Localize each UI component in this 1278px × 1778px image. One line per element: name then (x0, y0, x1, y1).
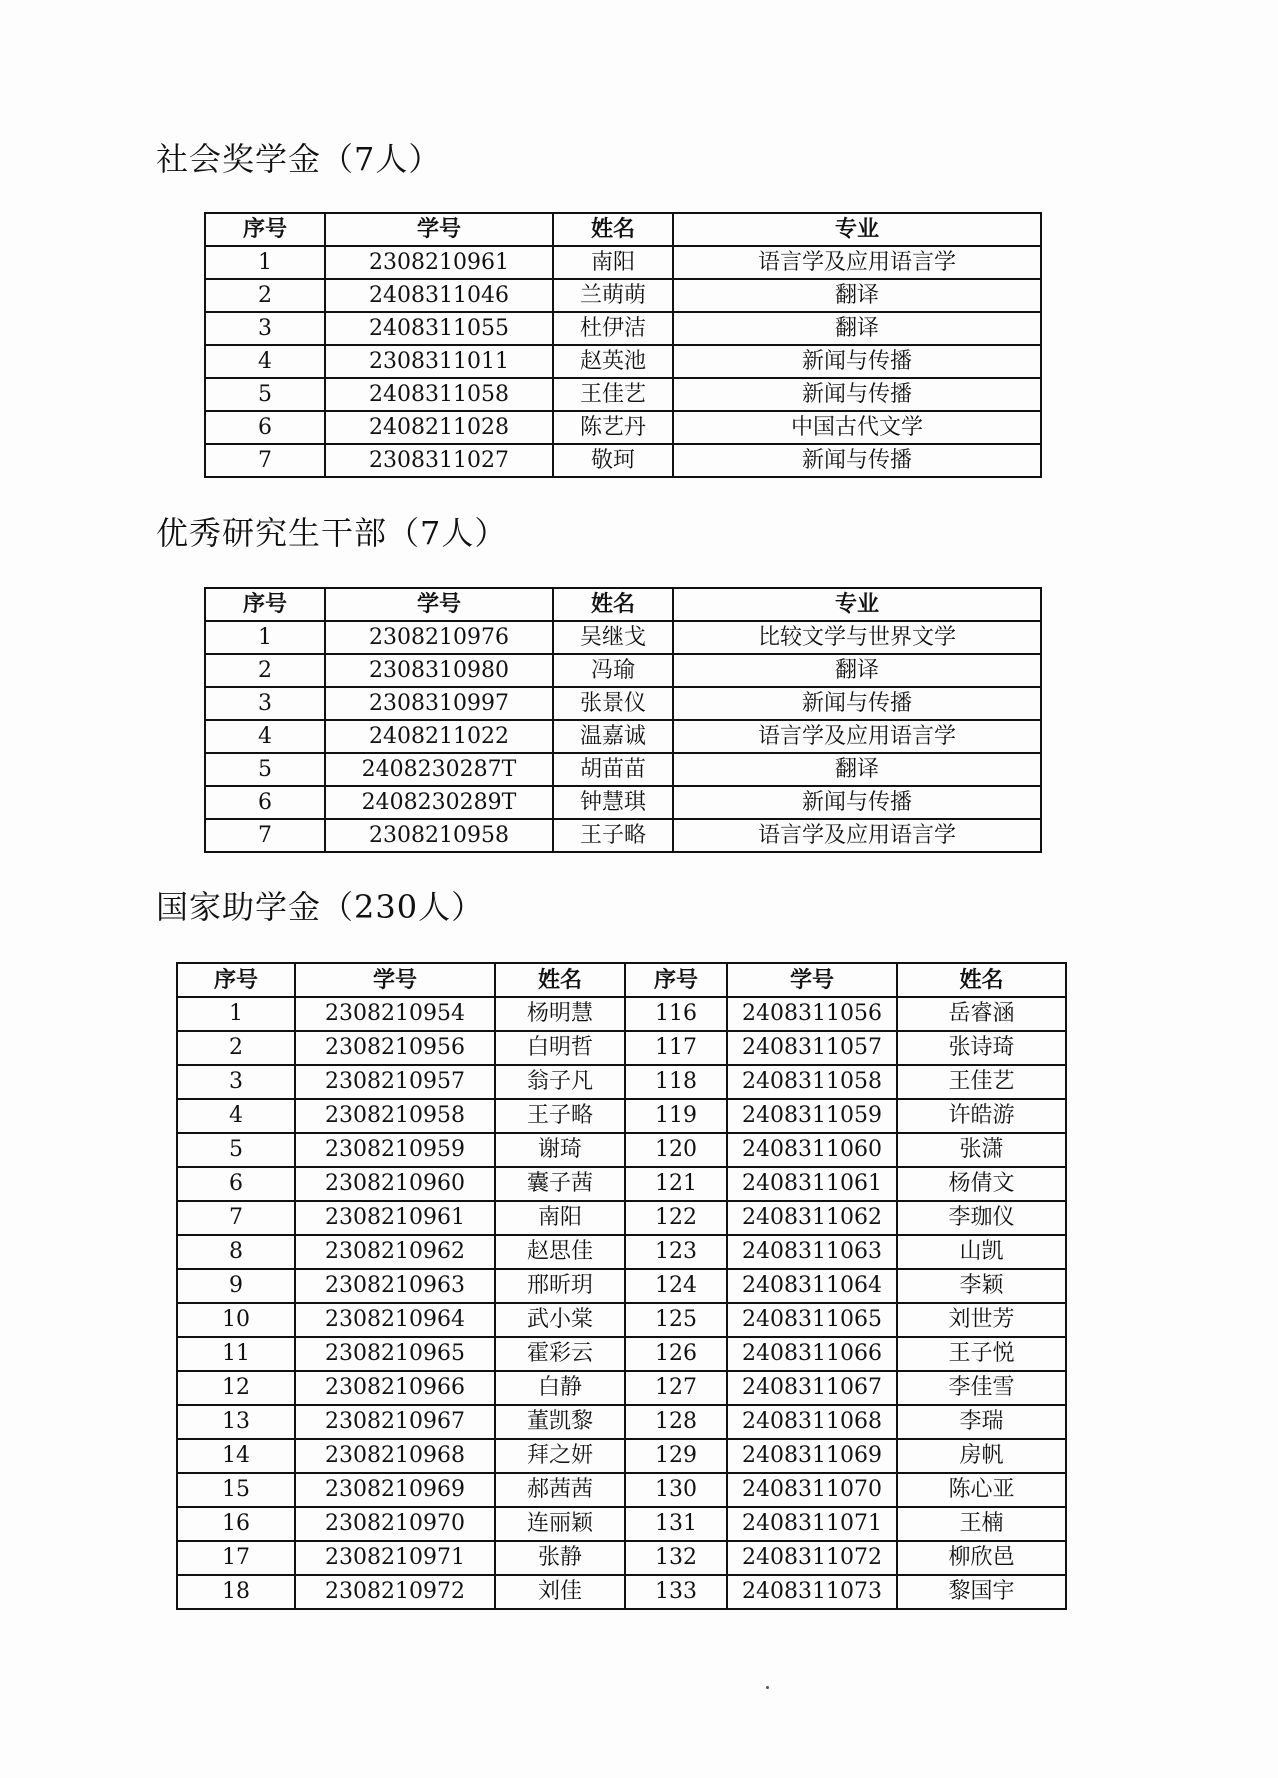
table-cell: 王佳艺 (553, 378, 673, 411)
table-cell: 2408311055 (325, 312, 553, 345)
table-cell: 杨明慧 (495, 997, 625, 1031)
table-cell: 126 (625, 1337, 727, 1371)
table-cell: 兰萌萌 (553, 279, 673, 312)
table-row (177, 997, 1066, 1031)
table-cell: 4 (205, 720, 325, 753)
table-cell: 2308311011 (325, 345, 553, 378)
column-header: 专业 (673, 588, 1041, 621)
table-cell: 2408211022 (325, 720, 553, 753)
column-header: 学号 (295, 963, 495, 997)
table-cell: 谢琦 (495, 1133, 625, 1167)
column-header: 姓名 (495, 963, 625, 997)
table-cell: 1 (205, 246, 325, 279)
table-cell: 132 (625, 1541, 727, 1575)
table-cell: 128 (625, 1405, 727, 1439)
table-header-row (205, 213, 1041, 246)
table-cell: 3 (205, 687, 325, 720)
table-cell: 2308210963 (295, 1269, 495, 1303)
table-cell: 5 (205, 753, 325, 786)
table-cell: 王佳艺 (897, 1065, 1066, 1099)
table-row (177, 1439, 1066, 1473)
table-row (205, 345, 1041, 378)
table-cell: 7 (205, 819, 325, 852)
table-cell: 南阳 (553, 246, 673, 279)
table-cell: 2308310997 (325, 687, 553, 720)
table-cell: 2 (205, 654, 325, 687)
table-cell: 张潇 (897, 1133, 1066, 1167)
table-cell: 敬珂 (553, 444, 673, 477)
table-row (177, 1133, 1066, 1167)
table-row (177, 1099, 1066, 1133)
table-cell: 2308210958 (295, 1099, 495, 1133)
table-cell: 2308210965 (295, 1337, 495, 1371)
column-header: 学号 (325, 588, 553, 621)
table-cell: 2408311056 (727, 997, 897, 1031)
table-cell: 2408311069 (727, 1439, 897, 1473)
table-row (205, 312, 1041, 345)
table-cell: 赵英池 (553, 345, 673, 378)
table-cell: 王子悦 (897, 1337, 1066, 1371)
table-cell: 张诗琦 (897, 1031, 1066, 1065)
table-cell: 岳睿涵 (897, 997, 1066, 1031)
table-row (177, 1337, 1066, 1371)
table-cell: 2308210966 (295, 1371, 495, 1405)
table-cell: 2 (205, 279, 325, 312)
table-cell: 11 (177, 1337, 295, 1371)
column-header: 序号 (205, 588, 325, 621)
table-cell: 2408311060 (727, 1133, 897, 1167)
table-cell: 拜之妍 (495, 1439, 625, 1473)
table-cell: 刘佳 (495, 1575, 625, 1609)
table-cell: 吴继戈 (553, 621, 673, 654)
table-row (177, 1303, 1066, 1337)
table-cell: 翻译 (673, 654, 1041, 687)
column-header: 序号 (205, 213, 325, 246)
table-cell: 房帆 (897, 1439, 1066, 1473)
table-cell: 新闻与传播 (673, 345, 1041, 378)
table-row (177, 1405, 1066, 1439)
table-cell: 2408311057 (727, 1031, 897, 1065)
table-row (205, 621, 1041, 654)
section-title-national-grant: 国家助学金（230人） (156, 888, 485, 926)
table-row (177, 1575, 1066, 1609)
table-row (205, 279, 1041, 312)
table-cell: 2308210961 (325, 246, 553, 279)
table-cell: 2308210968 (295, 1439, 495, 1473)
table-cell: 柳欣邑 (897, 1541, 1066, 1575)
table-cell: 2308210969 (295, 1473, 495, 1507)
table-cell: 3 (205, 312, 325, 345)
column-header: 姓名 (553, 588, 673, 621)
table-row (205, 378, 1041, 411)
table-row (177, 1201, 1066, 1235)
table-cell: 18 (177, 1575, 295, 1609)
table-cell: 124 (625, 1269, 727, 1303)
table-cell: 133 (625, 1575, 727, 1609)
table-cell: 2308210976 (325, 621, 553, 654)
table-row (177, 1269, 1066, 1303)
table-cell: 15 (177, 1473, 295, 1507)
table-cell: 2308210964 (295, 1303, 495, 1337)
table-cell: 2308210956 (295, 1031, 495, 1065)
table-cell: 2308210961 (295, 1201, 495, 1235)
table-cell: 语言学及应用语言学 (673, 720, 1041, 753)
table-cell: 6 (205, 411, 325, 444)
table-row (205, 720, 1041, 753)
table-cell: 2408311064 (727, 1269, 897, 1303)
table-row (205, 444, 1041, 477)
national-grant-table (176, 962, 1067, 1610)
table-cell: 张景仪 (553, 687, 673, 720)
table-cell: 王子略 (553, 819, 673, 852)
column-header: 序号 (625, 963, 727, 997)
table-cell: 比较文学与世界文学 (673, 621, 1041, 654)
table-cell: 2408311058 (325, 378, 553, 411)
table-cell: 2408311066 (727, 1337, 897, 1371)
column-header: 姓名 (553, 213, 673, 246)
table-cell: 116 (625, 997, 727, 1031)
table-cell: 胡苗苗 (553, 753, 673, 786)
table-cell: 2308210971 (295, 1541, 495, 1575)
table-cell: 李珈仪 (897, 1201, 1066, 1235)
table-row (205, 786, 1041, 819)
table-cell: 14 (177, 1439, 295, 1473)
table-cell: 17 (177, 1541, 295, 1575)
table-cell: 白静 (495, 1371, 625, 1405)
table-cell: 3 (177, 1065, 295, 1099)
table-cell: 2408311070 (727, 1473, 897, 1507)
table-cell: 13 (177, 1405, 295, 1439)
table-cell: 129 (625, 1439, 727, 1473)
column-header: 学号 (727, 963, 897, 997)
table-cell: 赵思佳 (495, 1235, 625, 1269)
table-cell: 7 (205, 444, 325, 477)
table-cell: 黎国宇 (897, 1575, 1066, 1609)
table-cell: 2408311062 (727, 1201, 897, 1235)
table-row (177, 1371, 1066, 1405)
table-cell: 2408230287T (325, 753, 553, 786)
table-row (205, 246, 1041, 279)
table-cell: 2308210960 (295, 1167, 495, 1201)
column-header: 专业 (673, 213, 1041, 246)
social-scholarship-table (204, 212, 1042, 478)
table-cell: 王子略 (495, 1099, 625, 1133)
table-row (177, 1541, 1066, 1575)
table-row (177, 1235, 1066, 1269)
section-title-social-scholarship: 社会奖学金（7人） (156, 140, 442, 178)
table-cell: 121 (625, 1167, 727, 1201)
table-header-row (177, 963, 1066, 997)
table-cell: 新闻与传播 (673, 444, 1041, 477)
table-cell: 1 (205, 621, 325, 654)
table-cell: 10 (177, 1303, 295, 1337)
table-cell: 翻译 (673, 312, 1041, 345)
table-cell: 温嘉诚 (553, 720, 673, 753)
table-cell: 杜伊洁 (553, 312, 673, 345)
table-cell: 119 (625, 1099, 727, 1133)
table-row (205, 654, 1041, 687)
table-cell: 125 (625, 1303, 727, 1337)
table-cell: 语言学及应用语言学 (673, 246, 1041, 279)
table-cell: 117 (625, 1031, 727, 1065)
table-cell: 5 (177, 1133, 295, 1167)
table-cell: 霍彩云 (495, 1337, 625, 1371)
table-cell: 2408311058 (727, 1065, 897, 1099)
table-cell: 2408230289T (325, 786, 553, 819)
table-cell: 翻译 (673, 279, 1041, 312)
table-cell: 董凯黎 (495, 1405, 625, 1439)
table-cell: 连丽颖 (495, 1507, 625, 1541)
table-cell: 李颖 (897, 1269, 1066, 1303)
table-cell: 2408311065 (727, 1303, 897, 1337)
table-cell: 118 (625, 1065, 727, 1099)
table-row (205, 753, 1041, 786)
table-cell: 冯瑜 (553, 654, 673, 687)
table-cell: 131 (625, 1507, 727, 1541)
table-cell: 陈心亚 (897, 1473, 1066, 1507)
table-cell: 122 (625, 1201, 727, 1235)
table-cell: 郝茜茜 (495, 1473, 625, 1507)
table-cell: 2308210972 (295, 1575, 495, 1609)
table-cell: 钟慧琪 (553, 786, 673, 819)
table-cell: 2408311067 (727, 1371, 897, 1405)
section-title-outstanding-cadre: 优秀研究生干部（7人） (156, 514, 508, 552)
table-cell: 2308210957 (295, 1065, 495, 1099)
table-cell: 2408311061 (727, 1167, 897, 1201)
table-cell: 南阳 (495, 1201, 625, 1235)
column-header: 姓名 (897, 963, 1066, 997)
table-cell: 2308210967 (295, 1405, 495, 1439)
table-cell: 白明哲 (495, 1031, 625, 1065)
table-cell: 2308210958 (325, 819, 553, 852)
table-cell: 9 (177, 1269, 295, 1303)
table-cell: 123 (625, 1235, 727, 1269)
table-header-row (205, 588, 1041, 621)
table-cell: 张静 (495, 1541, 625, 1575)
table-cell: 新闻与传播 (673, 687, 1041, 720)
scan-speck (766, 1686, 769, 1689)
table-cell: 16 (177, 1507, 295, 1541)
table-cell: 4 (177, 1099, 295, 1133)
table-row (205, 819, 1041, 852)
table-cell: 邢昕玥 (495, 1269, 625, 1303)
table-cell: 2308210954 (295, 997, 495, 1031)
table-cell: 8 (177, 1235, 295, 1269)
table-cell: 语言学及应用语言学 (673, 819, 1041, 852)
table-cell: 翻译 (673, 753, 1041, 786)
table-cell: 刘世芳 (897, 1303, 1066, 1337)
table-cell: 2408311072 (727, 1541, 897, 1575)
table-cell: 2408311059 (727, 1099, 897, 1133)
table-cell: 陈艺丹 (553, 411, 673, 444)
table-cell: 127 (625, 1371, 727, 1405)
column-header: 序号 (177, 963, 295, 997)
table-cell: 2408311063 (727, 1235, 897, 1269)
outstanding-cadre-table (204, 587, 1042, 853)
table-cell: 2308311027 (325, 444, 553, 477)
table-cell: 5 (205, 378, 325, 411)
table-cell: 李佳雪 (897, 1371, 1066, 1405)
table-row (177, 1473, 1066, 1507)
column-header: 学号 (325, 213, 553, 246)
table-cell: 12 (177, 1371, 295, 1405)
table-cell: 7 (177, 1201, 295, 1235)
table-cell: 杨倩文 (897, 1167, 1066, 1201)
table-cell: 2308310980 (325, 654, 553, 687)
table-row (177, 1507, 1066, 1541)
table-row (177, 1065, 1066, 1099)
table-row (177, 1167, 1066, 1201)
table-cell: 4 (205, 345, 325, 378)
table-cell: 6 (177, 1167, 295, 1201)
table-cell: 李瑞 (897, 1405, 1066, 1439)
table-cell: 新闻与传播 (673, 786, 1041, 819)
table-row (177, 1031, 1066, 1065)
table-cell: 2408311068 (727, 1405, 897, 1439)
table-cell: 2 (177, 1031, 295, 1065)
table-cell: 许皓游 (897, 1099, 1066, 1133)
table-cell: 2308210959 (295, 1133, 495, 1167)
table-row (205, 411, 1041, 444)
table-cell: 2308210962 (295, 1235, 495, 1269)
table-cell: 山凯 (897, 1235, 1066, 1269)
table-cell: 6 (205, 786, 325, 819)
table-cell: 新闻与传播 (673, 378, 1041, 411)
table-cell: 囊子茜 (495, 1167, 625, 1201)
table-cell: 翁子凡 (495, 1065, 625, 1099)
table-cell: 2408311071 (727, 1507, 897, 1541)
table-cell: 130 (625, 1473, 727, 1507)
table-cell: 120 (625, 1133, 727, 1167)
table-cell: 1 (177, 997, 295, 1031)
table-cell: 2308210970 (295, 1507, 495, 1541)
table-cell: 2408311073 (727, 1575, 897, 1609)
table-cell: 中国古代文学 (673, 411, 1041, 444)
table-cell: 2408311046 (325, 279, 553, 312)
table-cell: 武小棠 (495, 1303, 625, 1337)
table-row (205, 687, 1041, 720)
table-cell: 2408211028 (325, 411, 553, 444)
table-cell: 王楠 (897, 1507, 1066, 1541)
